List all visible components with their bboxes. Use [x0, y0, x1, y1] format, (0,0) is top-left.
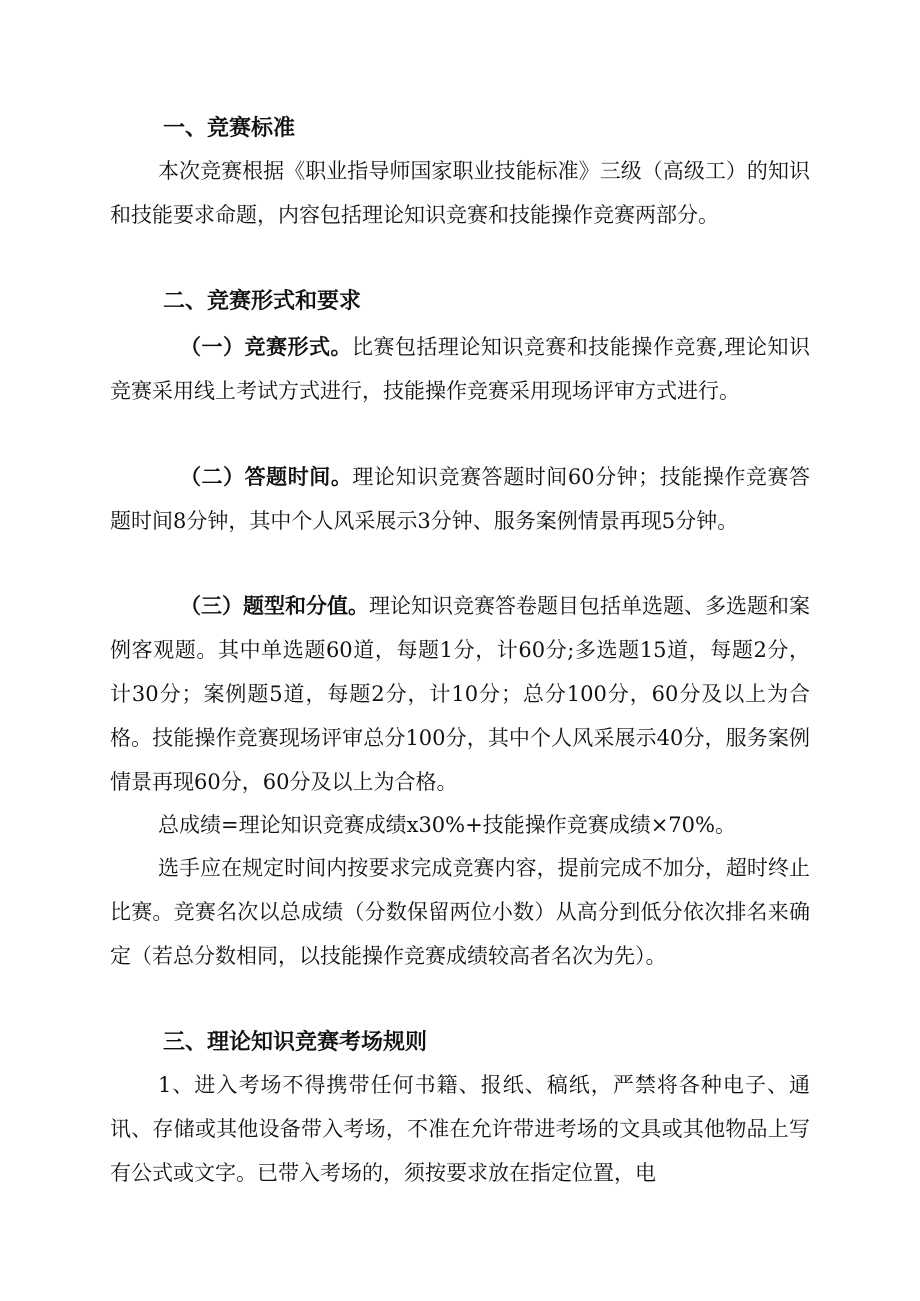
- paragraph-question-types-and-scores: [110, 584, 810, 804]
- text-competition-format: 比赛包括理论知识竞赛和技能操作竞赛,理论知识竞赛采用线上考试方式进行，技能操作竞赛采用现场评审方式进行。: [110, 335, 810, 403]
- section-heading-format-and-requirements: 二、竞赛形式和要求: [163, 289, 362, 314]
- lead-question-types: （三）题型和分值。: [180, 594, 369, 618]
- section-heading-competition-standard: 一、竞赛标准: [163, 116, 296, 141]
- paragraph-exam-room-rule-1: 1、进入考场不得携带任何书籍、报纸、稿纸，严禁将各种电子、通讯、存储或其他设备带入考场，不准在允许带进考场的文具或其他物品上写有公式或文字。已带入考场的，须按要求放在指定位置，电: [110, 1073, 810, 1185]
- lead-competition-format: （一）竞赛形式。: [180, 335, 352, 359]
- paragraph-competition-standard: 本次竞赛根据《职业指导师国家职业技能标准》三级（高级工）的知识和技能要求命题，内容包括理论知识竞赛和技能操作竞赛两部分。: [110, 159, 810, 227]
- text-answer-time: 理论知识竞赛答题时间60分钟；技能操作竞赛答题时间8分钟，其中个人风采展示3分钟、服务案例情景再现5分钟。: [110, 465, 810, 533]
- text-question-types: 理论知识竞赛答卷题目包括单选题、多选题和案例客观题。其中单选题60道，每题1分，计60分;多选题15道，每题2分，计30分；案例题5道，每题2分，计10分；总分100分，60分及以上为合格。技能操作竞赛现场评审总分100分，其中个人风采展示40分，服务案例情景再现60分，60分及以上为合格。: [110, 594, 810, 794]
- section-heading-exam-room-rules: 三、理论知识竞赛考场规则: [163, 1030, 428, 1055]
- paragraph-answer-time: [110, 455, 810, 543]
- lead-answer-time: （二）答题时间。: [180, 465, 353, 489]
- paragraph-competition-format: [110, 325, 810, 413]
- paragraph-ranking-rules: 选手应在规定时间内按要求完成竞赛内容，提前完成不加分，超时终止比赛。竞赛名次以总成绩（分数保留两位小数）从高分到低分依次排名来确定（若总分数相同，以技能操作竞赛成绩较高者名次为先）。: [110, 856, 810, 968]
- paragraph-total-score-formula: 总成绩=理论知识竞赛成绩x30%+技能操作竞赛成绩×70%。: [158, 813, 736, 837]
